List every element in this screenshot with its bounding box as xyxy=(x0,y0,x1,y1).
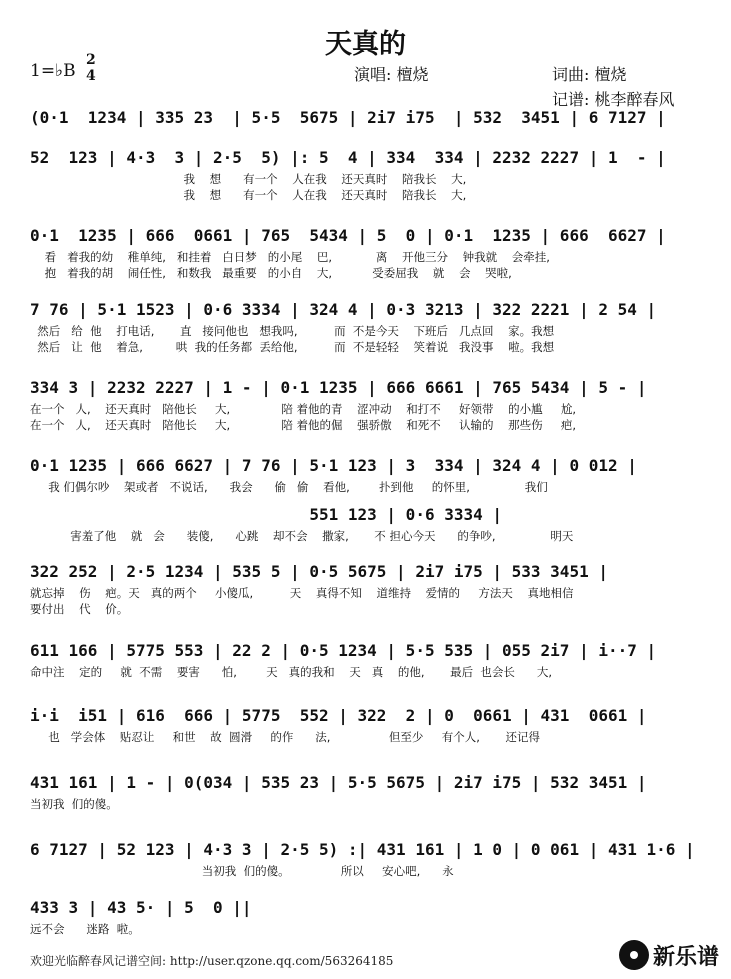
lyric-line-10-1: 也 学会体 贴忍让 和世 故 圆滑 的作 法, 但至少 有个人, 还记得 xyxy=(30,730,540,744)
notation-line-2: 52 123 | 4·3 3 | 2·5 5) |: 5 4 | 334 334 | 2232 2227 | 1 - | xyxy=(30,148,666,167)
logo-text: 新乐谱 xyxy=(652,944,719,970)
notation-line-13: 433 3 | 43 5· | 5 0 || xyxy=(30,898,252,917)
footer-link-text: 欢迎光临醉春风记谱空间: http://user.qzone.qq.com/563264185 xyxy=(30,954,394,968)
time-signature-top: 2 xyxy=(86,52,96,68)
lyric-line-7-1: 害羞了他 就 会 装傻, 心跳 却不会 撒家, 不 担心今天 的争吵, 明天 xyxy=(30,529,574,543)
notation-line-1: (0·1 1234 | 335 23 | 5·5 5675 | 2i7 i75 | 532 3451 | 6 7127 | xyxy=(30,108,666,127)
record-disc-icon xyxy=(619,940,649,970)
singer-credit: 演唱: 檀烧 xyxy=(354,65,429,84)
lyric-line-3-1: 看 着我的幼 稚单纯, 和挂着 白日梦 的小尾 巴, 离 开他三分 钟我就 会牵挂, xyxy=(30,250,550,264)
lyric-line-9-1: 命中注 定的 就 不需 要害 怕, 天 真的我和 天 真 的他, 最后 也会长 大, xyxy=(30,665,552,679)
lyric-line-13-1: 远不会 迷路 啦。 xyxy=(30,922,140,936)
song-title: 天真的 xyxy=(325,29,406,60)
lyric-line-4-2: 然后 让 他 着急, 哄 我的任务都 丢给他, 而 不是轻轻 笑着说 我没事 啦。我想 xyxy=(30,340,555,354)
lyric-line-2-2: 我 想 有一个 人在我 还天真时 陪我长 大, xyxy=(30,188,467,202)
lyric-line-4-1: 然后 给 他 打电话, 直 接问他也 想我吗, 而 不是今天 下班后 几点回 家。我想 xyxy=(30,324,555,338)
composer-credit: 词曲: 檀烧 xyxy=(552,65,627,84)
lyric-line-12-1: 当初我 们的傻。 所以 安心吧, 永 xyxy=(30,864,454,878)
lyric-line-3-2: 抱 着我的胡 闹任性, 和数我 最重要 的小自 大, 受委屈我 就 会 哭啦, xyxy=(30,266,512,280)
lyric-line-8-1: 就忘掉 伤 疤。天 真的两个 小傻瓜, 天 真得不知 道维持 爱情的 方法天 真地相信 xyxy=(30,586,574,600)
time-signature-bottom: 4 xyxy=(86,68,96,84)
notation-line-12: 6 7127 | 52 123 | 4·3 3 | 2·5 5) :| 431 161 | 1 0 | 0 061 | 431 1·6 | xyxy=(30,840,695,859)
notation-line-11: 431 161 | 1 - | 0(034 | 535 23 | 5·5 5675 | 2i7 i75 | 532 3451 | xyxy=(30,773,647,792)
notation-line-9: 611 166 | 5775 553 | 22 2 | 0·5 1234 | 5·5 535 | 055 2i7 | i··7 | xyxy=(30,641,657,660)
notation-line-5: 334 3 | 2232 2227 | 1 - | 0·1 1235 | 666 6661 | 765 5434 | 5 - | xyxy=(30,378,647,397)
notation-line-4: 7 76 | 5·1 1523 | 0·6 3334 | 324 4 | 0·3 3213 | 322 2221 | 2 54 | xyxy=(30,300,657,319)
lyric-line-8-2: 要付出 代 价。 xyxy=(30,602,129,616)
notation-line-8: 322 252 | 2·5 1234 | 535 5 | 0·5 5675 | 2i7 i75 | 533 3451 | xyxy=(30,562,608,581)
lyric-line-11-1: 当初我 们的傻。 xyxy=(30,797,118,811)
notation-line-6: 0·1 1235 | 666 6627 | 7 76 | 5·1 123 | 3 334 | 324 4 | 0 012 | xyxy=(30,456,637,475)
lyric-line-6-1: 我 们偶尔吵 架或者 不说话, 我会 偷 偷 看他, 扑到他 的怀里, 我们 xyxy=(30,480,548,494)
key-signature: 1=♭B xyxy=(30,61,76,81)
lyric-line-2-1: 我 想 有一个 人在我 还天真时 陪我长 大, xyxy=(30,172,467,186)
site-logo xyxy=(619,938,719,972)
transcriber-credit: 记谱: 桃李醉春风 xyxy=(552,90,675,109)
lyric-line-5-2: 在一个 人, 还天真时 陪他长 大, 陪 着他的倔 强骄傲 和死不 认输的 那些伤 疤, xyxy=(30,418,577,432)
lyric-line-5-1: 在一个 人, 还天真时 陪他长 大, 陪 着他的青 涩冲动 和打不 好领带 的小尴 尬, xyxy=(30,402,577,416)
notation-line-3: 0·1 1235 | 666 0661 | 765 5434 | 5 0 | 0·1 1235 | 666 6627 | xyxy=(30,226,666,245)
notation-line-10: i·i i51 | 616 666 | 5775 552 | 322 2 | 0 0661 | 431 0661 | xyxy=(30,706,647,725)
notation-line-7: 551 123 | 0·6 3334 | xyxy=(30,505,503,524)
